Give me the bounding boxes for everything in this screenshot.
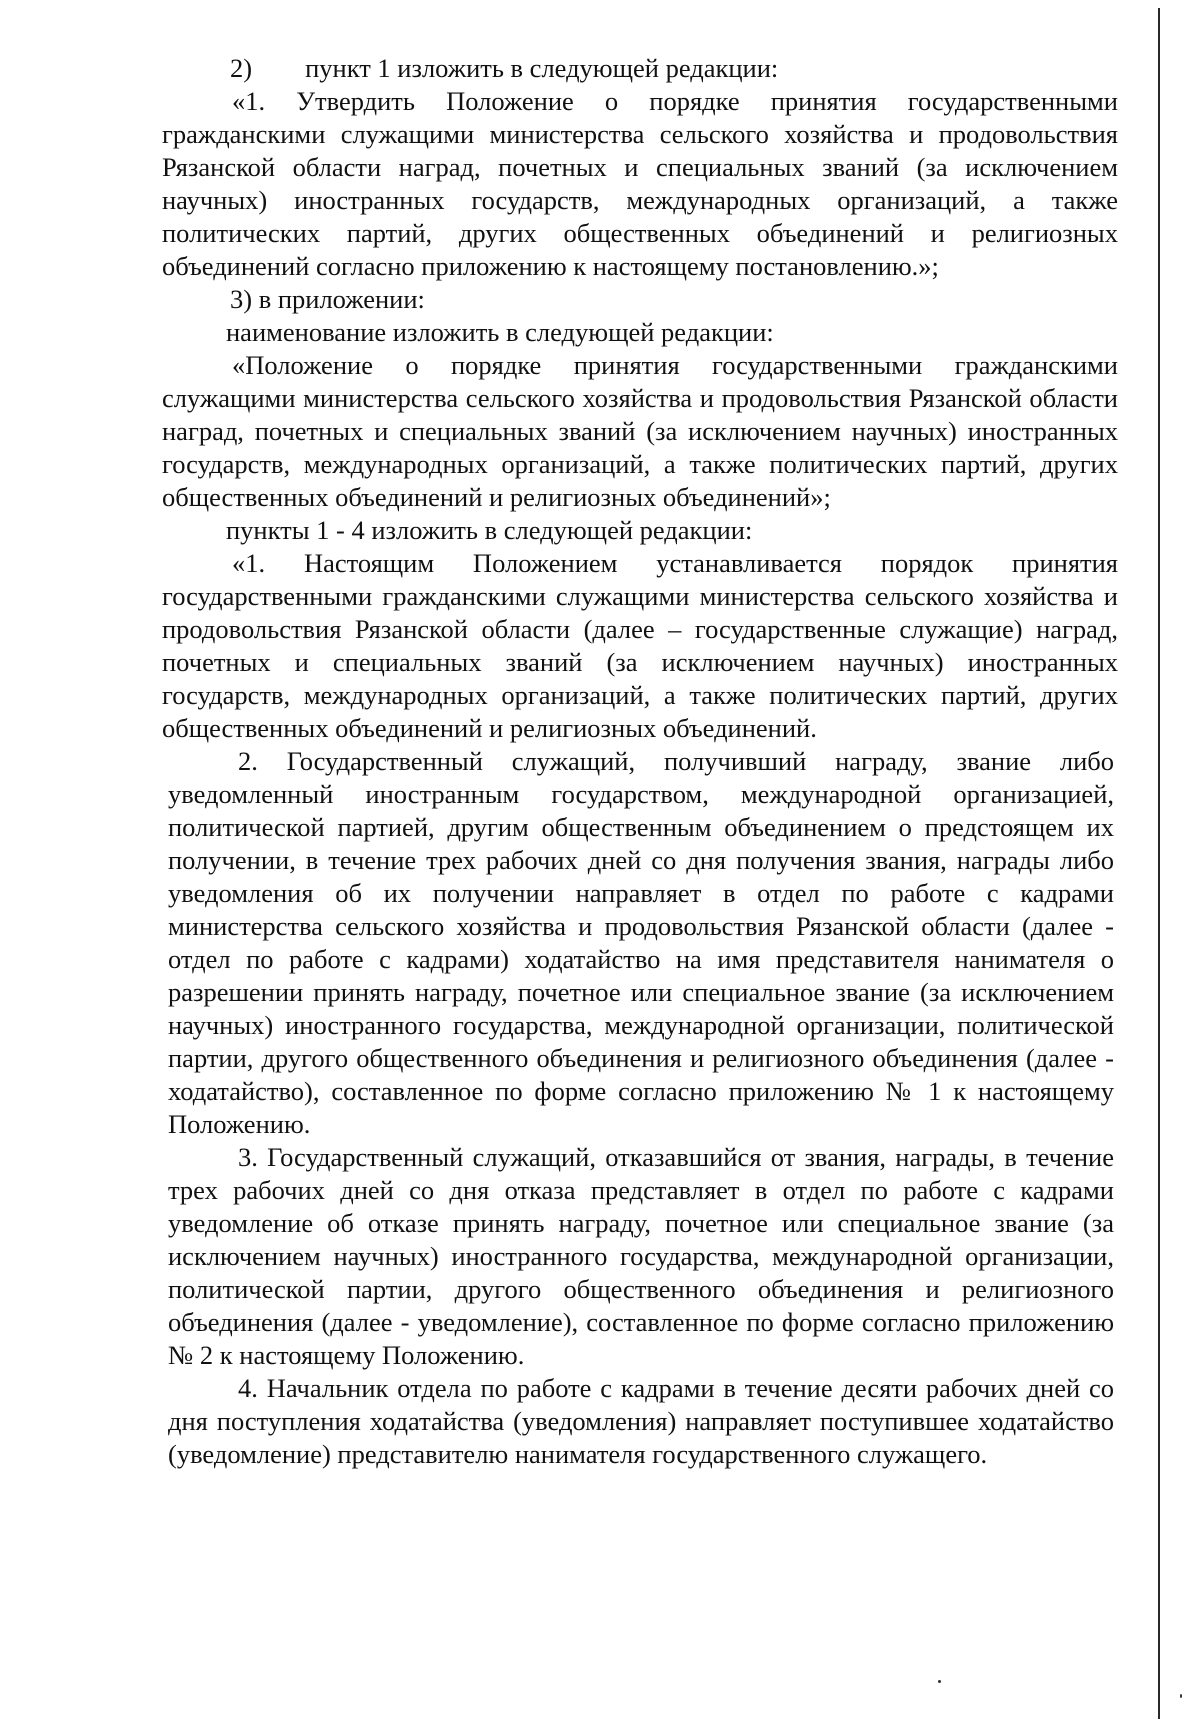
paragraph-title-instruction: наименование изложить в следующей редакции: — [226, 317, 774, 347]
paragraph-point-1: «1. Настоящим Положением устанавливается порядок принятия государственными гражданскими служащими министерства сельского хозяйства и продовольствия Рязанской области (далее – государственные служащие) наград, почетных и специальных званий (за исключением научных) иностранных государств, международных организаций, а также политических партий, других общественных объединений и религиозных объединений. — [162, 548, 1118, 743]
paragraph-item-3-heading: 3) в приложении: — [230, 284, 425, 314]
paragraph-title-text: «Положение о порядке принятия государственными гражданскими служащими министерства сельского хозяйства и продовольствия Рязанской области наград, почетных и специальных званий (за исключением научных) иностранных государств, международных организаций, а также политических партий, других общественных объединений и религиозных объединений»; — [162, 350, 1118, 512]
scan-speck — [1180, 1694, 1182, 1698]
scan-edge-line — [1158, 8, 1160, 1719]
document-body — [162, 52, 1118, 1471]
paragraph-item-1-text: «1. Утвердить Положение о порядке принятия государственными гражданскими служащими министерства сельского хозяйства и продовольствия Рязанской области наград, почетных и специальных званий (за исключением научных) иностранных государств, международных организаций, а также политических партий, других общественных объединений и религиозных объединений согласно приложению к настоящему постановлению.»; — [162, 86, 1118, 281]
paragraph-point-3: 3. Государственный служащий, отказавшийся от звания, награды, в течение трех рабочих дней со дня отказа представляет в отдел по работе с кадрами уведомление об отказе принять награду, почетное или специальное звание (за исключением научных) иностранного государства, международной организации, политической партии, другого общественного объединения и религиозного объединения (далее - уведомление), составленное по форме согласно приложению № 2 к настоящему Положению. — [168, 1142, 1114, 1370]
paragraph-item-2-heading: 2) пункт 1 изложить в следующей редакции: — [230, 53, 779, 83]
paragraph-points-instruction: пункты 1 - 4 изложить в следующей редакции: — [226, 515, 753, 545]
paragraph-point-4: 4. Начальник отдела по работе с кадрами в течение десяти рабочих дней со дня поступления ходатайства (уведомления) направляет поступившее ходатайство (уведомление) представителю нанимателя государственного служащего. — [168, 1373, 1114, 1469]
scan-speck — [938, 1680, 941, 1683]
paragraph-point-2: 2. Государственный служащий, получивший награду, звание либо уведомленный иностранным государством, международной организацией, политической партией, другим общественным объединением о предстоящем их получении, в течение трех рабочих дней со дня получения звания, награды либо уведомления об их получении направляет в отдел по работе с кадрами министерства сельского хозяйства и продовольствия Рязанской области (далее - отдел по работе с кадрами) ходатайство на имя представителя нанимателя о разрешении принять награду, почетное или специальное звание (за исключением научных) иностранного государства, международной организации, политической партии, другого общественного объединения и религиозного объединения (далее - ходатайство), составленное по форме согласно приложению № 1 к настоящему Положению. — [168, 746, 1114, 1139]
